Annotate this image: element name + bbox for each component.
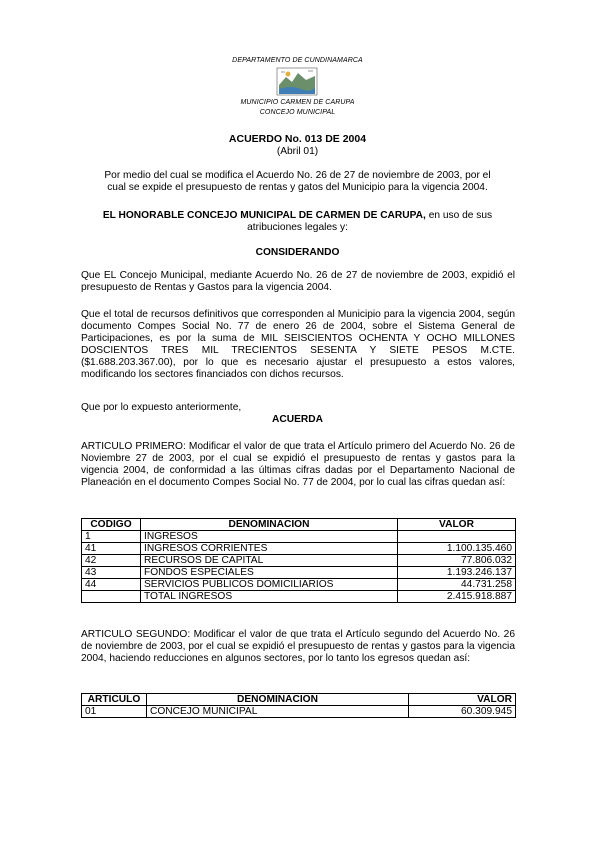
acuerdo-date: (Abril 01) xyxy=(276,146,319,157)
table-cell: TOTAL INGRESOS xyxy=(141,591,398,603)
paragraph-2: Que el total de recursos definitivos que corresponden al Municipio para la vigencia 2004, según documento Compes Social No. 77 de enero 26 de 2004, sobre el Sistema General de Participaciones, es por la suma de MIL SEISCIENTOS OCHENTA Y OCHO MILLONES DOSCIENTOS TRES MIL TRECIENTOS SESENTA Y SIETE PESOS M.CTE. ($1.688.203.367.00), por lo que es necesario ajustar el presupuesto a estos valores, modificando los sectores financiados con dichos recursos. xyxy=(81,309,515,380)
table-cell: FONDOS ESPECIALES xyxy=(141,567,398,579)
table-row xyxy=(82,555,516,567)
table-cell: SERVICIOS PUBLICOS DOMICILIARIOS xyxy=(141,579,398,591)
column-header: VALOR xyxy=(409,694,516,706)
articulo-segundo: ARTICULO SEGUNDO: Modificar el valor de que trata el Artículo segundo del Acuerdo No. 26 de noviembre de 2003, por el cual se expidió el presupuesto de rentas y gastos para la vigencia 2004, haciendo reducciones en algunos sectores, por lo tanto los egresos quedan así: xyxy=(81,629,515,664)
articulo-primero: ARTICULO PRIMERO: Modificar el valor de que trata el Artículo primero del Acuerdo No. 26 de Noviembre 27 de 2003, por el cual se expidió el presupuesto de rentas y gastos para la vigencia 2004, de conformidad a las últimas cifras dadas por el Departamento Nacional de Planeación en el documento Compes Social No. 77 de 2004, por lo cual las cifras quedan así: xyxy=(81,441,515,488)
municipality-header: MUNICIPIO CARMEN DE CARUPA xyxy=(240,99,355,106)
paragraph-3: Que por lo expuesto anteriormente, xyxy=(81,402,242,413)
table-row xyxy=(82,706,516,718)
table-row xyxy=(82,579,516,591)
table-cell: INGRESOS xyxy=(141,531,398,543)
table-cell xyxy=(398,531,516,543)
table-cell: 1.100.135.460 xyxy=(398,543,516,555)
table-cell: 41 xyxy=(82,543,141,555)
table-cell: 01 xyxy=(82,706,147,718)
table-cell: RECURSOS DE CAPITAL xyxy=(141,555,398,567)
column-header: DENOMINACION xyxy=(141,519,398,531)
considerando-heading: CONSIDERANDO xyxy=(255,247,340,258)
table-cell: 60.309.945 xyxy=(409,706,516,718)
department-header: DEPARTAMENTO DE CUNDINAMARCA xyxy=(232,57,363,64)
table-cell: INGRESOS CORRIENTES xyxy=(141,543,398,555)
ingresos-table xyxy=(81,518,516,603)
municipal-seal-logo xyxy=(276,67,318,96)
egresos-table xyxy=(81,693,516,718)
table-row-total xyxy=(82,591,516,603)
table-row xyxy=(82,543,516,555)
honorable-rest: en uso de sus xyxy=(425,210,493,221)
table-cell: 1 xyxy=(82,531,141,543)
table-cell: 2.415.918.887 xyxy=(398,591,516,603)
column-header: VALOR xyxy=(398,519,516,531)
honorable-bold: EL HONORABLE CONCEJO MUNICIPAL DE CARMEN DE CARUPA, xyxy=(102,210,426,221)
table-row xyxy=(82,531,516,543)
column-header: DENOMINACION xyxy=(147,694,409,706)
table-cell: 43 xyxy=(82,567,141,579)
table-row xyxy=(82,567,516,579)
table-cell: 44 xyxy=(82,579,141,591)
paragraph-1: Que EL Concejo Municipal, mediante Acuerdo No. 26 de 27 de noviembre de 2003, expidió el presupuesto de Rentas y Gastos para la vigencia 2004. xyxy=(81,270,515,293)
column-header: CODIGO xyxy=(82,519,141,531)
column-header: ARTICULO xyxy=(82,694,147,706)
table-cell: 42 xyxy=(82,555,141,567)
table-header-row xyxy=(82,694,516,706)
table-cell: CONCEJO MUNICIPAL xyxy=(147,706,409,718)
honorable-line xyxy=(0,210,595,221)
acuerda-heading: ACUERDA xyxy=(272,414,323,425)
table-header-row xyxy=(82,519,516,531)
table-cell: 44.731.258 xyxy=(398,579,516,591)
table-cell: 77.806.032 xyxy=(398,555,516,567)
acuerdo-title: ACUERDO No. 013 DE 2004 xyxy=(228,133,367,145)
subject-line-1: Por medio del cual se modifica el Acuerdo No. 26 de 27 de noviembre de 2003, por el xyxy=(104,170,491,181)
table-cell: 1.193.246.137 xyxy=(398,567,516,579)
table-cell xyxy=(82,591,141,603)
council-header: CONCEJO MUNICIPAL xyxy=(259,109,336,116)
honorable-line-2: atribuciones legales y: xyxy=(247,222,348,233)
subject-line-2: cual se expide el presupuesto de rentas y gatos del Municipio para la vigencia 2004. xyxy=(107,182,488,193)
